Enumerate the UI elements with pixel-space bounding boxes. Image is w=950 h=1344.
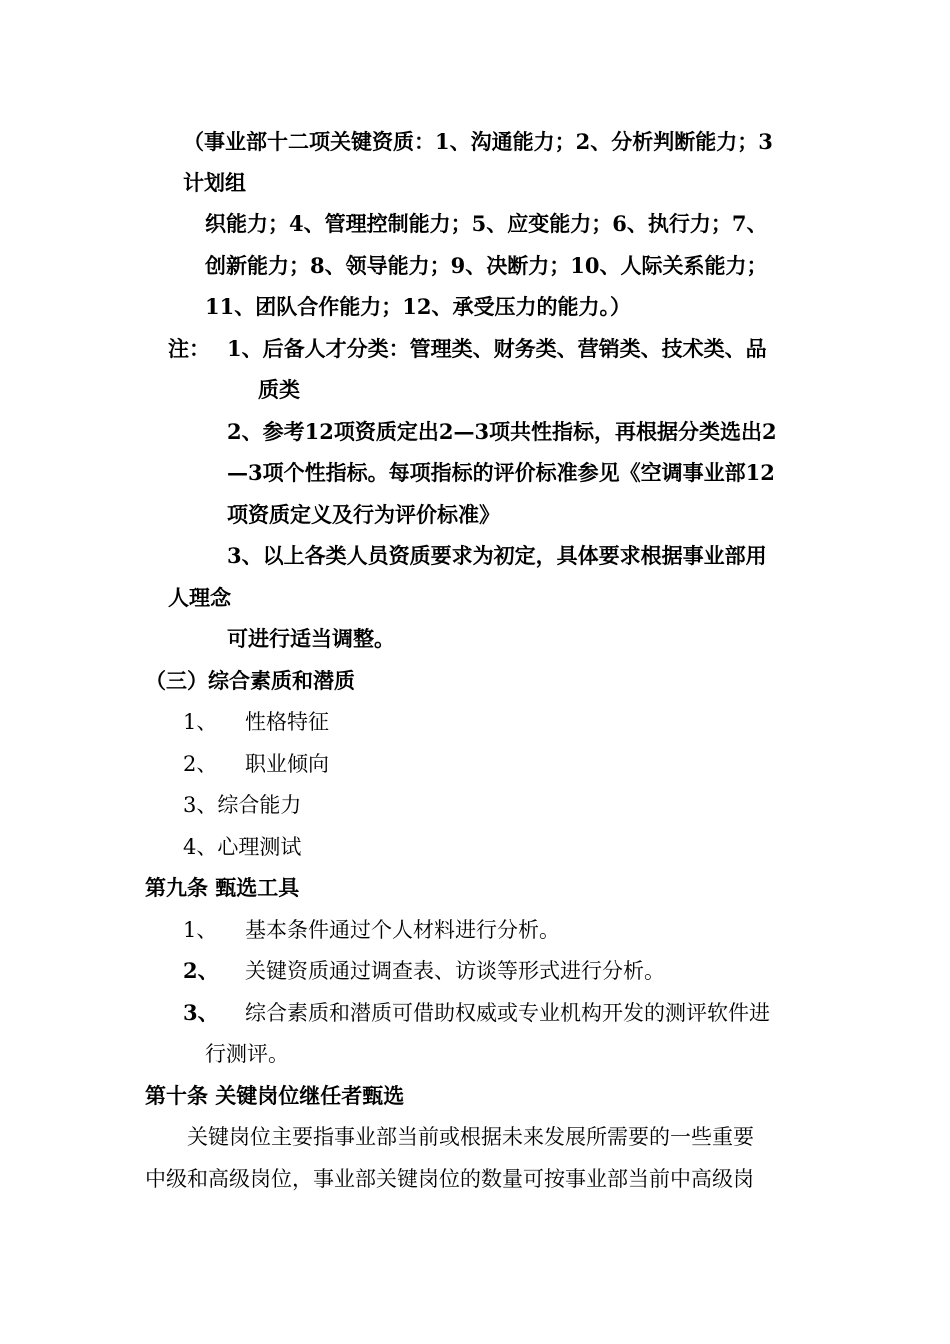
qualities-line-4: 创新能力；8、领导能力；9、决断力；10、人际关系能力； [205, 253, 768, 278]
article-10-heading: 第十条 关键岗位继任者甄选 [145, 1083, 405, 1108]
tool-3-text-line-2: 行测评。 [205, 1042, 289, 1066]
qualities-line-3: 织能力；4、管理控制能力；5、应变能力；6、执行力；7、 [205, 211, 768, 236]
article-9-heading: 第九条 甄选工具 [145, 875, 300, 900]
item-2-number: 2、 [183, 752, 218, 776]
note-2-line-3: 项资质定义及行为评价标准》 [227, 502, 500, 527]
note-3-line-1: 3、以上各类人员资质要求为初定，具体要求根据事业部用 [227, 543, 767, 568]
section-3-heading: （三）综合素质和潜质 [145, 668, 355, 693]
item-4: 4、心理测试 [183, 835, 302, 859]
note-2-line-1: 2、参考12项资质定出2—3项共性指标，再根据分类选出2 [227, 419, 777, 444]
tool-1-number: 1、 [183, 918, 218, 942]
note-label: 注： [168, 336, 210, 361]
qualities-line-5: 11、团队合作能力；12、承受压力的能力。） [205, 294, 631, 319]
tool-2-number: 2、 [183, 958, 219, 983]
qualities-line-2: 计划组 [183, 170, 246, 195]
item-2-text: 职业倾向 [245, 752, 329, 776]
item-1-text: 性格特征 [245, 710, 329, 734]
tool-3-number: 3、 [183, 1000, 219, 1025]
body-paragraph-line-1: 关键岗位主要指事业部当前或根据未来发展所需要的一些重要 [187, 1125, 754, 1149]
note-2-line-2: —3项个性指标。每项指标的评价标准参见《空调事业部12 [227, 460, 775, 485]
note-3-line-2: 人理念 [168, 585, 231, 610]
tool-3-text-line-1: 综合素质和潜质可借助权威或专业机构开发的测评软件进 [245, 1001, 770, 1025]
item-3: 3、综合能力 [183, 793, 302, 817]
note-3-line-3: 可进行适当调整。 [227, 626, 395, 651]
item-1-number: 1、 [183, 710, 218, 734]
qualities-line-1: （事业部十二项关键资质：1、沟通能力；2、分析判断能力；3 [183, 129, 773, 154]
tool-2-text: 关键资质通过调查表、访谈等形式进行分析。 [245, 959, 665, 983]
body-paragraph-line-2: 中级和高级岗位，事业部关键岗位的数量可按事业部当前中高级岗 [145, 1167, 754, 1191]
tool-1-text: 基本条件通过个人材料进行分析。 [245, 918, 560, 942]
note-1-line-2: 质类 [258, 377, 300, 402]
note-1-line-1: 1、后备人才分类：管理类、财务类、营销类、技术类、品 [227, 336, 767, 361]
